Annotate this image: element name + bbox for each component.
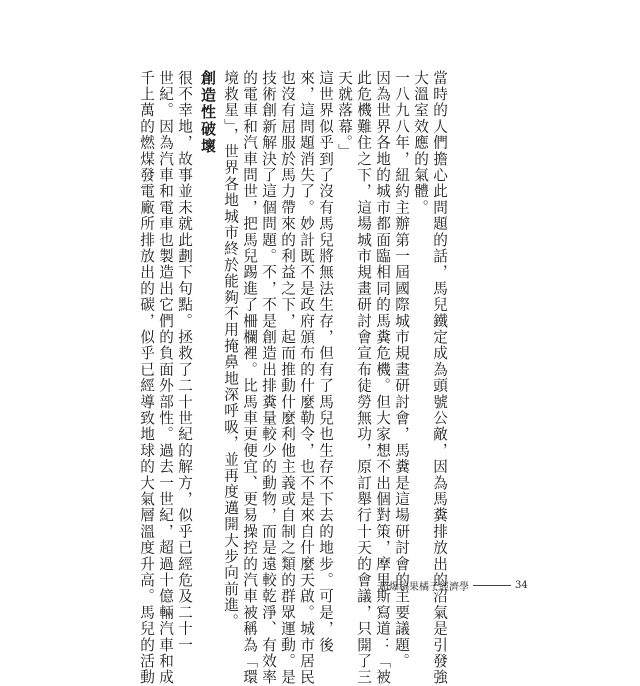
text-column-9: 也沒有屈服於馬力帶來的利益之下，起而推動什麼利他主義或自制之類的群眾運動。是: [279, 70, 296, 686]
text-column-10: 技術創新解決了這個問題。不，不是創造出排糞量較少的動物，而是遠較乾淨、有效率: [260, 70, 277, 686]
text-column-12: 境救星」，世界各地城市終於能夠不用掩鼻地深呼吸，並再度邁開大步向前進。: [222, 70, 239, 630]
footer-book-title: 超爆稿果橘子經濟學: [379, 581, 469, 593]
text-column-1: 當時的人們擔心此問題的話，馬兒鐵定成為頭號公敵，因為馬糞排放出的沼氣是引發強: [431, 70, 448, 686]
page-number: 34: [515, 579, 528, 591]
text-column-2: 大溫室效應的氣體。: [412, 70, 429, 216]
text-column-15: 千上萬的燃煤發電廠所排放出的碳，似乎已經導致地球的大氣層溫度升高。馬兒的活動: [138, 70, 155, 686]
text-column-4: 因為世界各地的城市都面臨相同的馬糞危機。但大家想不出個對策，摩里斯寫道：「被: [374, 70, 391, 686]
text-column-6: 天就落幕。」: [336, 70, 353, 160]
text-column-5: 此危機難住之下，這場城市規畫研討會宣布徒勞無功，原訂舉行十天的會議，只開了三: [355, 70, 372, 686]
text-column-8: 來，這問題消失了。妙計既不是政府頒布的什麼勒令，也不是來自什麼天啟。城市居民: [298, 70, 315, 686]
text-column-14: 世紀。因為汽車和電車也製造出它們的負面外部性。過去一世紀，超過十億輛汽車和成: [157, 70, 174, 686]
footer-rule: [473, 585, 511, 586]
page-footer: [379, 578, 528, 592]
section-heading: 創造性破壞: [199, 70, 217, 155]
text-column-13: 很不幸地，故事並未就此劃下句點。拯救了二十世紀的解方，似乎已經危及二十一: [176, 70, 193, 654]
text-column-7: 這世界似乎到了沒有馬兒將無法生存，但有了馬兒也生存不下去的地步。可是，後: [317, 70, 334, 654]
text-column-3: 一八九八年，紐約主辦第一屆國際城市規畫研討會，馬糞是這場研討會的主要議題。: [393, 70, 410, 670]
text-column-11: 的電車和汽車問世，把馬兒踢進了柵欄裡。比馬車更便宜、更易操控的汽車被稱為「環: [241, 70, 258, 686]
